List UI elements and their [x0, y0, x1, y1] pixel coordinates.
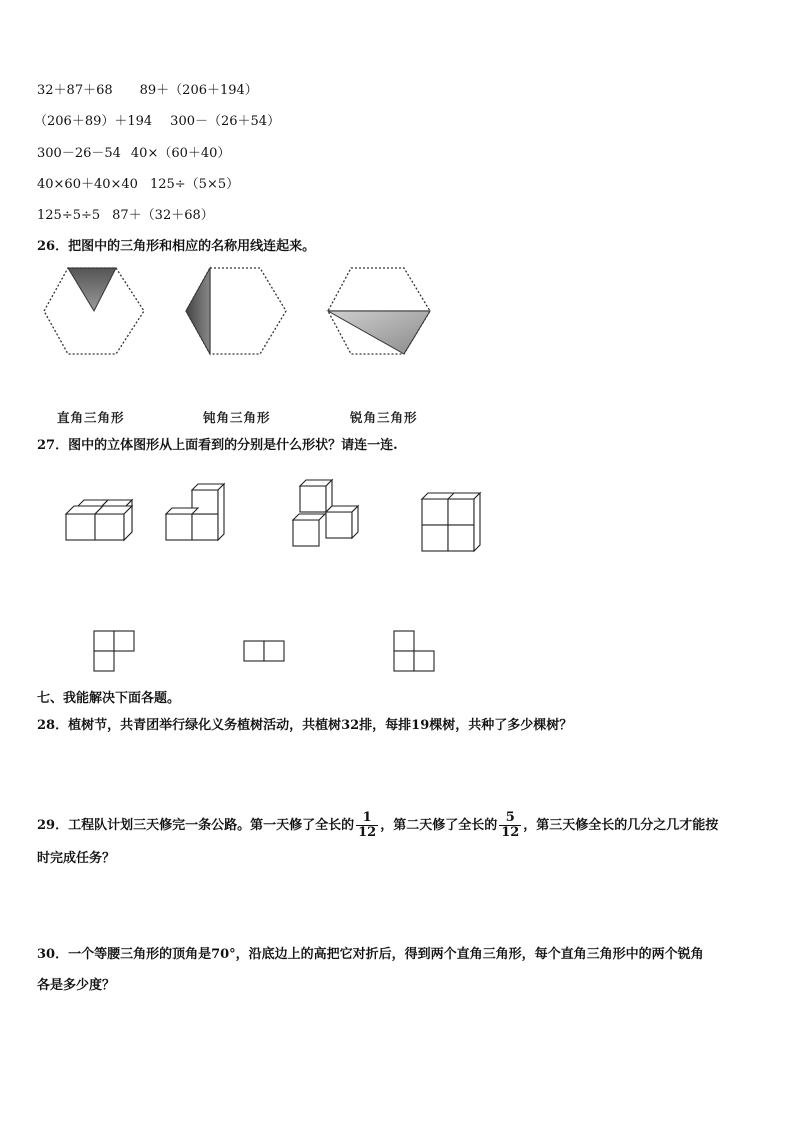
expression-row-5: [37, 207, 214, 225]
question-29-part1: 29．工程队计划三天修完一条公路。第一天修了全长的: [37, 818, 355, 833]
question-29: [37, 811, 718, 840]
hexagon-figures: [40, 262, 440, 358]
expression: 40×60＋40×40: [37, 177, 138, 192]
fraction-five-twelfths: $\frac{5}{12}$: [501, 810, 520, 840]
cube-stack-3: [293, 480, 358, 546]
top-view-3: [394, 631, 434, 671]
question-30: 30．一个等腰三角形的顶角是70°，沿底边上的高把它对折后，得到两个直角三角形，每个直角三角形中的两个锐角: [37, 947, 704, 962]
expression-row-1: [37, 82, 258, 100]
expression: 32＋87＋68: [37, 83, 113, 98]
expression: 125÷（5×5）: [149, 177, 240, 192]
hexagon-right-figure: [186, 268, 286, 354]
hexagon-acute-figure: [44, 268, 144, 354]
section-7-heading: 七、我能解决下面各题。: [37, 691, 181, 706]
expression-row-3: [37, 145, 230, 163]
cube-stack-2: [166, 484, 224, 540]
top-view-2: [244, 641, 284, 661]
question-26: 26．把图中的三角形和相应的名称用线连起来。: [37, 239, 316, 254]
expression: 40×（60＋40）: [130, 146, 231, 161]
question-28: 28．植树节，共青团举行绿化义务植树活动，共植树32排，每排19棵树，共种了多少棵树？: [37, 718, 573, 733]
label-acute-triangle: 锐角三角形: [350, 410, 418, 425]
fraction-one-twelfth: $\frac{1}{12}$: [358, 810, 377, 840]
expression-row-2: [34, 113, 280, 131]
top-view-shapes: [90, 628, 450, 674]
expression: 300－26－54: [37, 146, 121, 161]
expression: 89＋（206＋194）: [139, 83, 258, 98]
expression-row-4: [37, 176, 239, 194]
expression: 300－（26＋54）: [170, 114, 281, 129]
label-obtuse-triangle: 钝角三角形: [203, 410, 271, 425]
label-right-triangle: 直角三角形: [57, 410, 125, 425]
question-30-line2: 各是多少度？: [37, 978, 116, 993]
expression: 125÷5÷5: [37, 208, 101, 223]
cube-stack-4: [422, 493, 480, 551]
cube-stack-1: [66, 500, 132, 540]
hexagon-obtuse-figure: [328, 268, 430, 354]
cube-figures: [60, 478, 490, 554]
question-29-part3: ，第三天修全长的几分之几才能按: [523, 818, 719, 833]
question-29-line2: 时完成任务？: [37, 851, 116, 866]
top-view-1: [94, 631, 134, 671]
question-29-part2: ，第二天修了全长的: [380, 818, 498, 833]
expression: （206＋89）＋194: [34, 114, 153, 129]
question-27: 27．图中的立体图形从上面看到的分别是什么形状？请连一连.: [37, 438, 398, 453]
expression: 87＋（32＋68）: [112, 208, 214, 223]
